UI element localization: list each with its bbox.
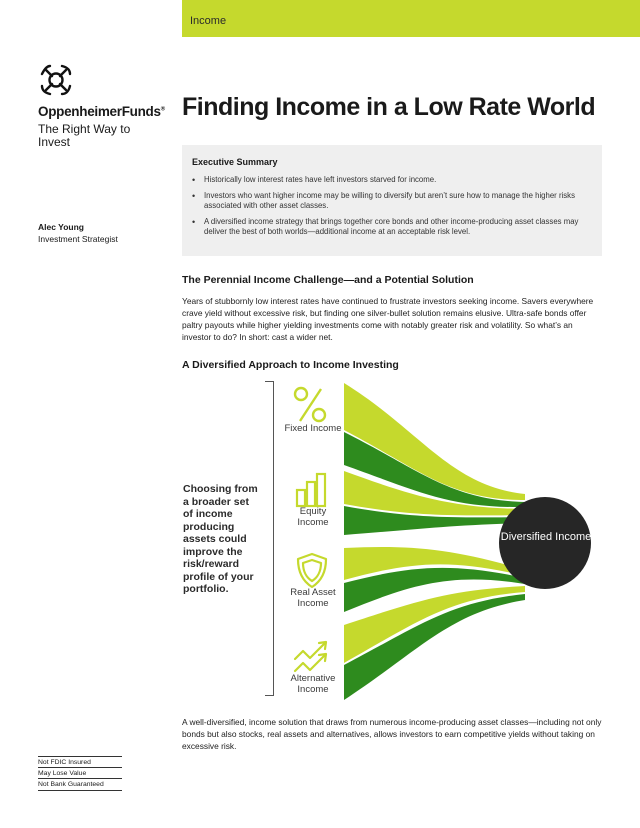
brand-tagline: The Right Way to Invest: [38, 122, 131, 149]
asset-label-real-asset-income: Real Asset Income: [290, 587, 336, 609]
author-name: Alec Young: [38, 222, 84, 232]
asset-bracket: [265, 381, 274, 696]
percent-icon: [291, 385, 331, 425]
asset-label-fixed-income: Fixed Income: [284, 423, 342, 434]
diagram-side-note: Choosing from a broader set of income producing assets could improve the risk/reward profile of your portfolio.: [183, 483, 258, 595]
section-body: Years of stubbornly low interest rates have continued to frustrate investors seeking income. Savers everywhere crave yield without excessive risk, but finding one silver-bullet solution remains elusive. Ultra-safe bonds offer paltry payouts while higher yielding investments come with notably greater risk and volatility. So what’s an investor to do? In short: cast a wider net.: [182, 296, 594, 342]
brand-name: OppenheimerFunds®: [38, 104, 165, 119]
summary-bullet: • Investors who want higher income may be willing to diversify but aren’t sure how to manage the higher risks associated with other asset classes.: [192, 191, 592, 211]
disclaimer-value: May Lose Value: [38, 767, 122, 779]
result-label: Diversified Income: [500, 531, 592, 543]
diagram-heading: A Diversified Approach to Income Investing: [182, 359, 399, 371]
disclaimer-fdic: Not FDIC Insured: [38, 756, 122, 768]
category-label: Income: [190, 15, 227, 27]
asset-label-equity-income: Equity Income: [297, 506, 329, 528]
disclaimer-bank: Not Bank Guaranteed: [38, 778, 122, 791]
author-role: Investment Strategist: [38, 234, 118, 244]
section-heading: The Perennial Income Challenge—and a Potential Solution: [182, 274, 474, 286]
page-title: Finding Income in a Low Rate World: [182, 93, 596, 121]
footer-text: A well-diversified, income solution that draws from numerous income-producing asset classes—including not only bonds but also stocks, real assets and alternatives, allows investors to earn competitive yields without taking on excessive risk.: [182, 717, 602, 751]
summary-bullet: • A diversified income strategy that brings together core bonds and other income-producing asset classes may deliver the best of both worlds—additional income at an acceptable risk level.: [192, 217, 592, 237]
shield-icon: [292, 551, 332, 591]
trend-arrows-icon: [292, 637, 332, 677]
executive-summary-title: Executive Summary: [192, 157, 278, 167]
asset-label-alternative-income: Alternative Income: [290, 673, 336, 695]
bar-chart-icon: [293, 470, 333, 510]
summary-bullet: • Historically low interest rates have left investors starved for income.: [192, 175, 592, 185]
